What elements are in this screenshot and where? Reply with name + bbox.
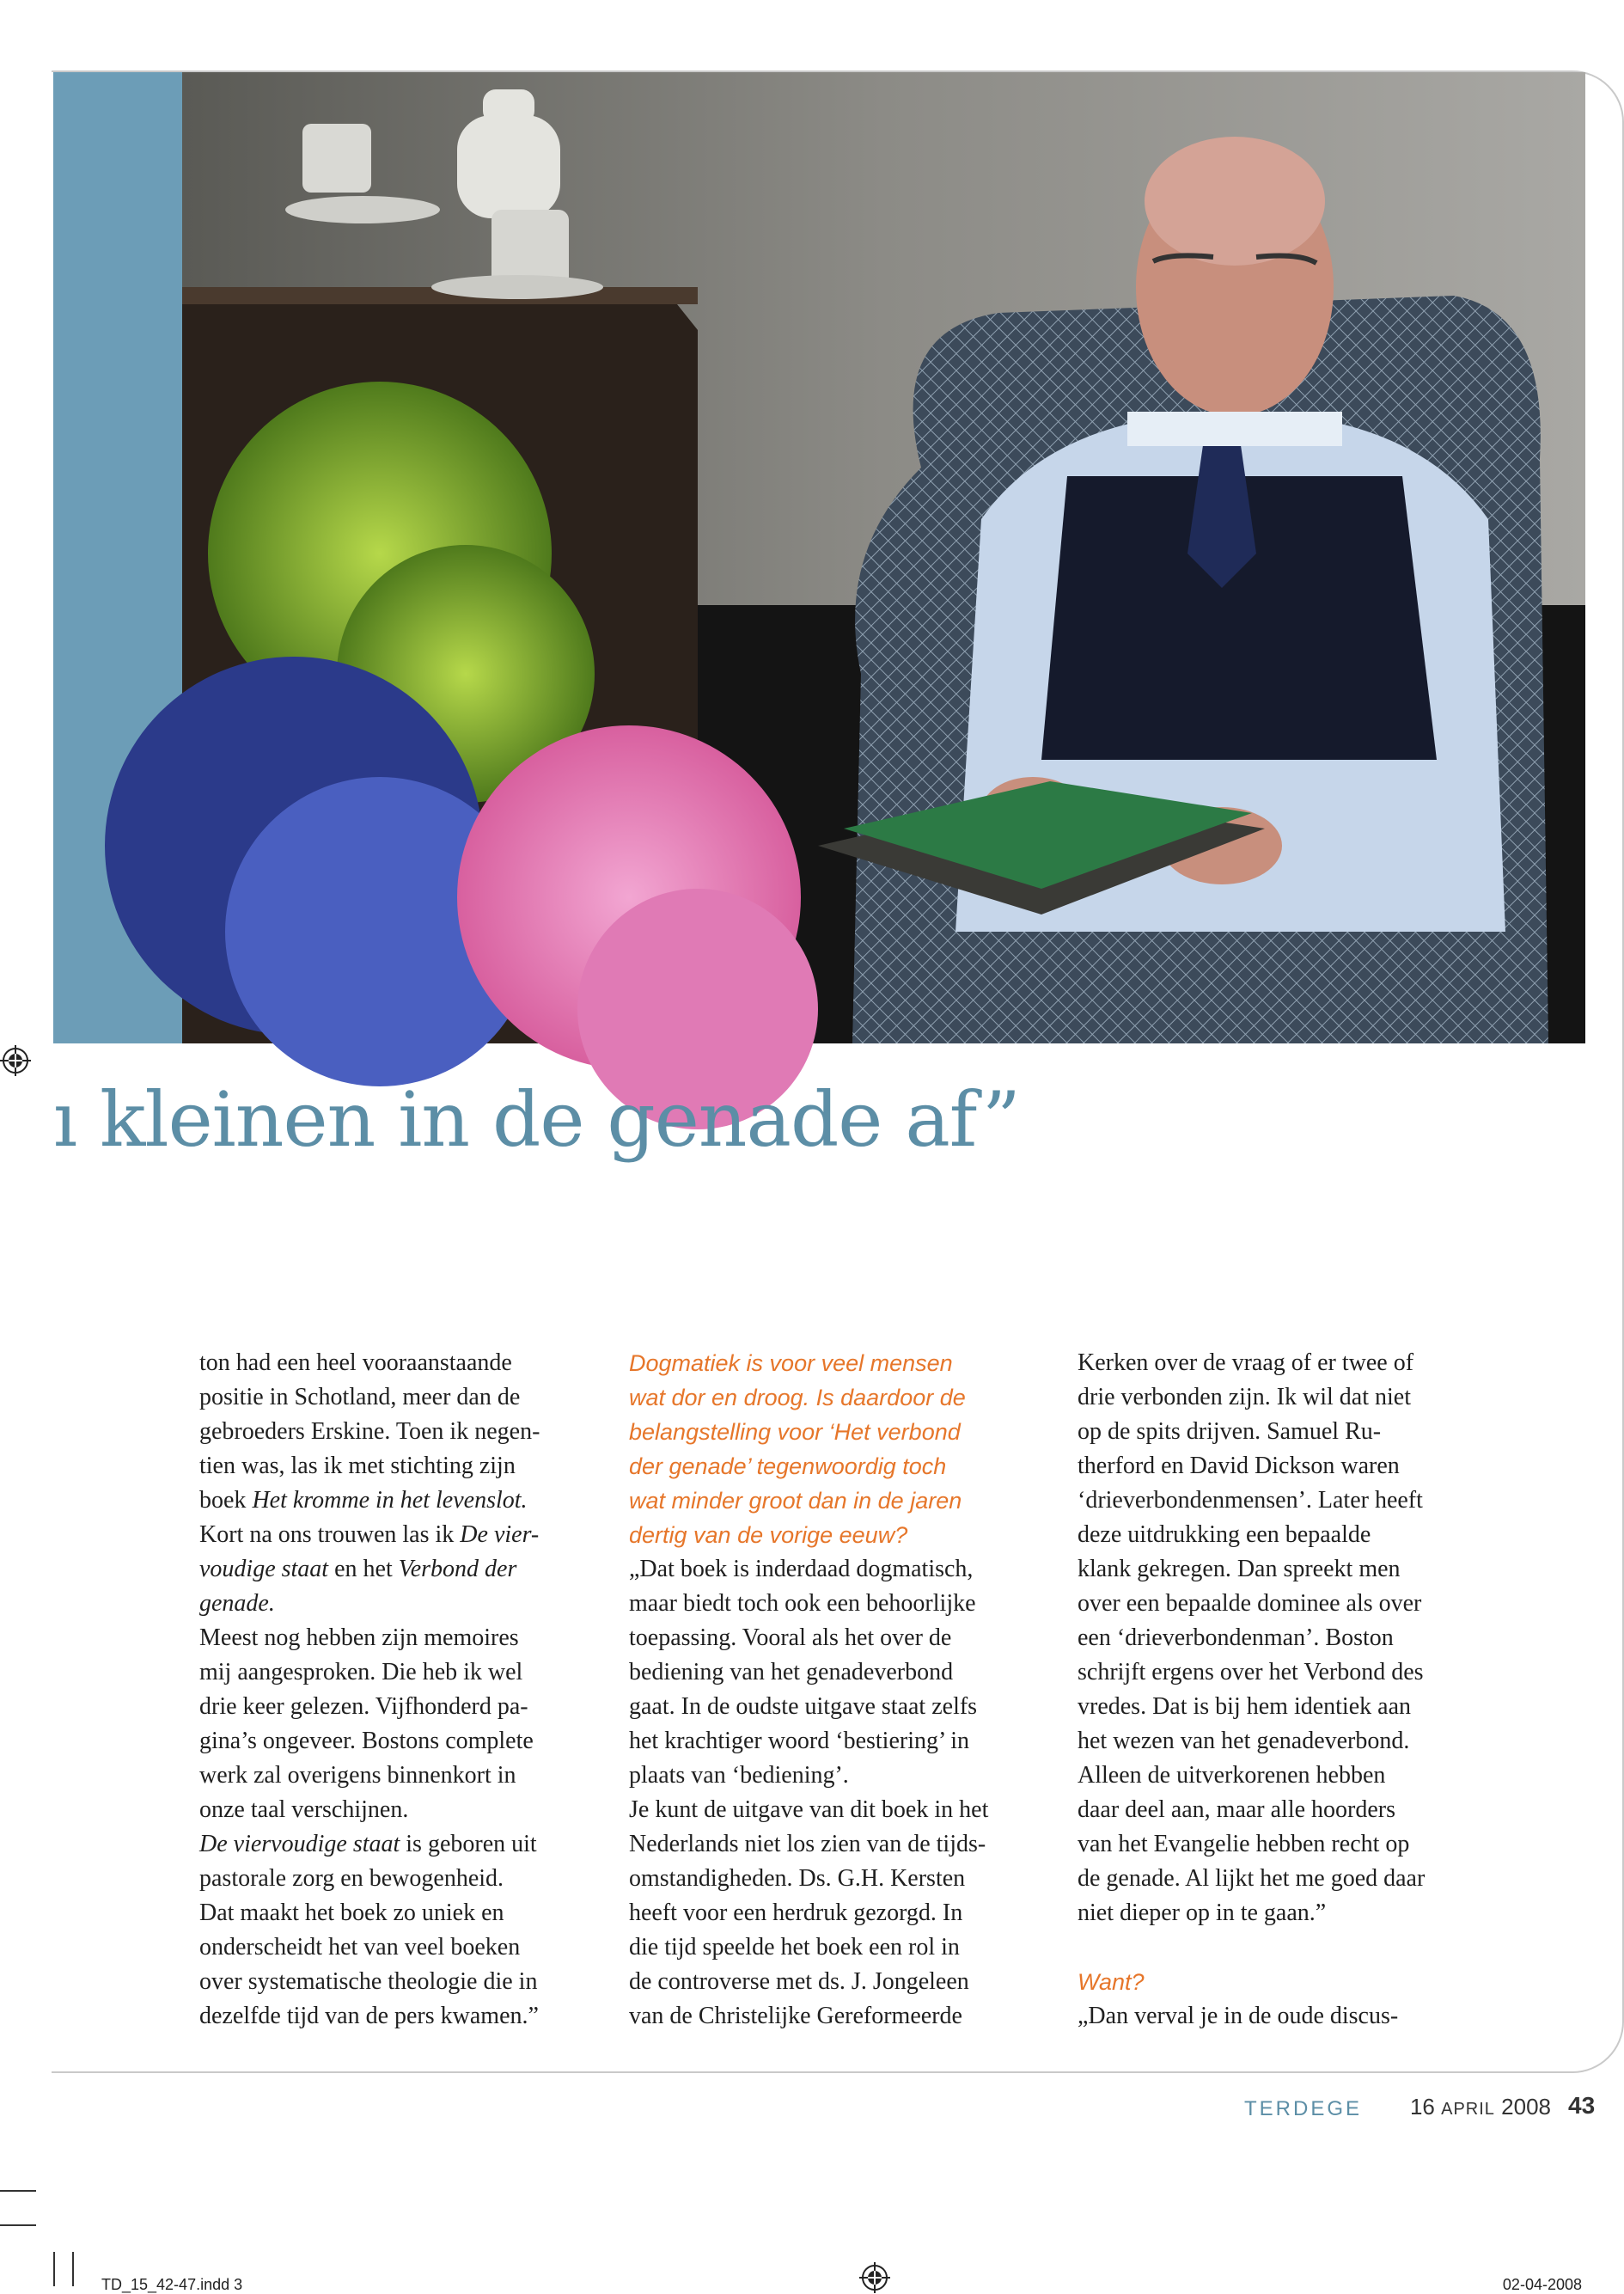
footer-date — [1410, 2094, 1551, 2120]
text-line: vredes. Dat is bij hem identiek aan — [1078, 1693, 1411, 1720]
text-line: gebroeders Erskine. Toen ik negen- — [199, 1418, 540, 1445]
text-line: gina’s ongeveer. Bostons complete — [199, 1728, 534, 1754]
text-line: van de Christelijke Gereformeerde — [629, 2003, 962, 2029]
column-1 — [199, 1346, 603, 2034]
footer-magazine: TERDEGE — [1243, 2097, 1362, 2120]
text-line: deze uitdrukking een bepaalde — [1078, 1521, 1371, 1548]
crop-mark — [0, 2190, 36, 2192]
text-line: tien was, las ik met stichting zijn — [199, 1453, 516, 1479]
crop-mark — [53, 2252, 55, 2286]
registration-mark-icon — [0, 1045, 31, 1076]
text-line: het krachtiger woord ‘bestiering’ in — [629, 1728, 970, 1754]
text-line: die tijd speelde het boek een rol in — [629, 1934, 960, 1961]
registration-mark-icon — [859, 2262, 890, 2293]
text-line: heeft voor een herdruk gezorgd. In — [629, 1899, 963, 1926]
text-line: daar deel aan, maar alle hoorders — [1078, 1796, 1396, 1823]
text-line: De viervoudige staat is geboren uit — [199, 1831, 537, 1857]
text-line: drie keer gelezen. Vijfhonderd pa- — [199, 1693, 528, 1720]
column-2 — [629, 1346, 1050, 2034]
text-line: op de spits drijven. Samuel Ru- — [1078, 1418, 1382, 1445]
text-line: positie in Schotland, meer dan de — [199, 1384, 521, 1410]
paragraph-gap — [1078, 1930, 1490, 1965]
text-line: Kerken over de vraag of er twee of — [1078, 1349, 1414, 1376]
text-line: de controverse met ds. J. Jongeleen — [629, 1968, 969, 1995]
text-line: over systematische theologie die in — [199, 1968, 538, 1995]
headline: ı kleinen in de genade af” — [53, 1075, 1020, 1164]
slug-date: 02-04-2008 — [1502, 2276, 1582, 2293]
text-line: dertig van de vorige eeuw? — [629, 1522, 908, 1548]
text-line: schrijft ergens over het Verbond des — [1078, 1659, 1424, 1685]
text-line: Kort na ons trouwen las ik De vier- — [199, 1521, 540, 1548]
text-line: „Dan verval je in de oude discus- — [1078, 2003, 1399, 2029]
column-3 — [1078, 1346, 1490, 2034]
text-line: gaat. In de oudste uitgave staat zelfs — [629, 1693, 978, 1720]
text-line: Je kunt de uitgave van dit boek in het — [629, 1796, 989, 1823]
text-line: drie verbonden zijn. Ik wil dat niet — [1078, 1384, 1411, 1410]
slug-file: TD_15_42-47.indd 3 — [101, 2276, 243, 2293]
text-line: niet dieper op in te gaan.” — [1078, 1899, 1327, 1926]
text-line: toepassing. Vooral als het over de — [629, 1624, 952, 1651]
text-line: der genade’ tegenwoordig toch — [629, 1453, 947, 1479]
text-line: Dogmatiek is voor veel mensen — [629, 1350, 953, 1376]
text-line: Alleen de uitverkorenen hebben — [1078, 1762, 1386, 1789]
text-line: onze taal verschijnen. — [199, 1796, 409, 1823]
text-line: wat minder groot dan in de jaren — [629, 1488, 962, 1514]
footer-year: 2008 — [1501, 2094, 1551, 2120]
text-line: klank gekregen. Dan spreekt men — [1078, 1556, 1401, 1582]
text-line: voudige staat en het Verbond der — [199, 1556, 517, 1582]
text-line: genade. — [199, 1590, 275, 1617]
text-line: ton had een heel vooraanstaande — [199, 1349, 512, 1376]
text-line: „Dat boek is inderdaad dogmatisch, — [629, 1556, 974, 1582]
text-line: belangstelling voor ‘Het verbond — [629, 1419, 961, 1445]
text-line: Meest nog hebben zijn memoires — [199, 1624, 519, 1651]
text-line: therford en David Dickson waren — [1078, 1453, 1400, 1479]
text-line: maar biedt toch ook een behoorlijke — [629, 1590, 976, 1617]
text-line: bediening van het genadeverbond — [629, 1659, 954, 1685]
text-line: boek Het kromme in het levenslot. — [199, 1487, 528, 1514]
text-line: pastorale zorg en bewogenheid. — [199, 1865, 504, 1892]
text-line: wat dor en droog. Is daardoor de — [629, 1385, 966, 1410]
text-line: Dat maakt het boek zo uniek en — [199, 1899, 504, 1926]
text-line: plaats van ‘bediening’. — [629, 1762, 849, 1789]
text-line: werk zal overigens binnenkort in — [199, 1762, 516, 1789]
text-line: Nederlands niet los zien van de tijds- — [629, 1831, 986, 1857]
footer-day: 16 — [1409, 2094, 1435, 2120]
text-line: de genade. Al lijkt het me goed daar — [1078, 1865, 1426, 1892]
text-line: een ‘drieverbondenman’. Boston — [1078, 1624, 1394, 1651]
text-line: over een bepaalde dominee als over — [1078, 1590, 1422, 1617]
text-line: onderscheidt het van veel boeken — [199, 1934, 521, 1961]
text-line: van het Evangelie hebben recht op — [1078, 1831, 1410, 1857]
text-line: ‘drieverbondenmensen’. Later heeft — [1078, 1487, 1423, 1514]
footer-month: APRIL — [1441, 2100, 1495, 2119]
crop-mark — [0, 2224, 36, 2226]
text-line: omstandigheden. Ds. G.H. Kersten — [629, 1865, 966, 1892]
text-line: het wezen van het genadeverbond. — [1078, 1728, 1410, 1754]
text-line: dezelfde tijd van de pers kwamen.” — [199, 2003, 539, 2029]
crop-mark — [72, 2252, 74, 2286]
portrait-photo — [182, 72, 1585, 1043]
text-line: Want? — [1078, 1969, 1145, 1995]
page-number: 43 — [1568, 2092, 1596, 2119]
text-line: mij aangesproken. Die heb ik wel — [199, 1659, 523, 1685]
